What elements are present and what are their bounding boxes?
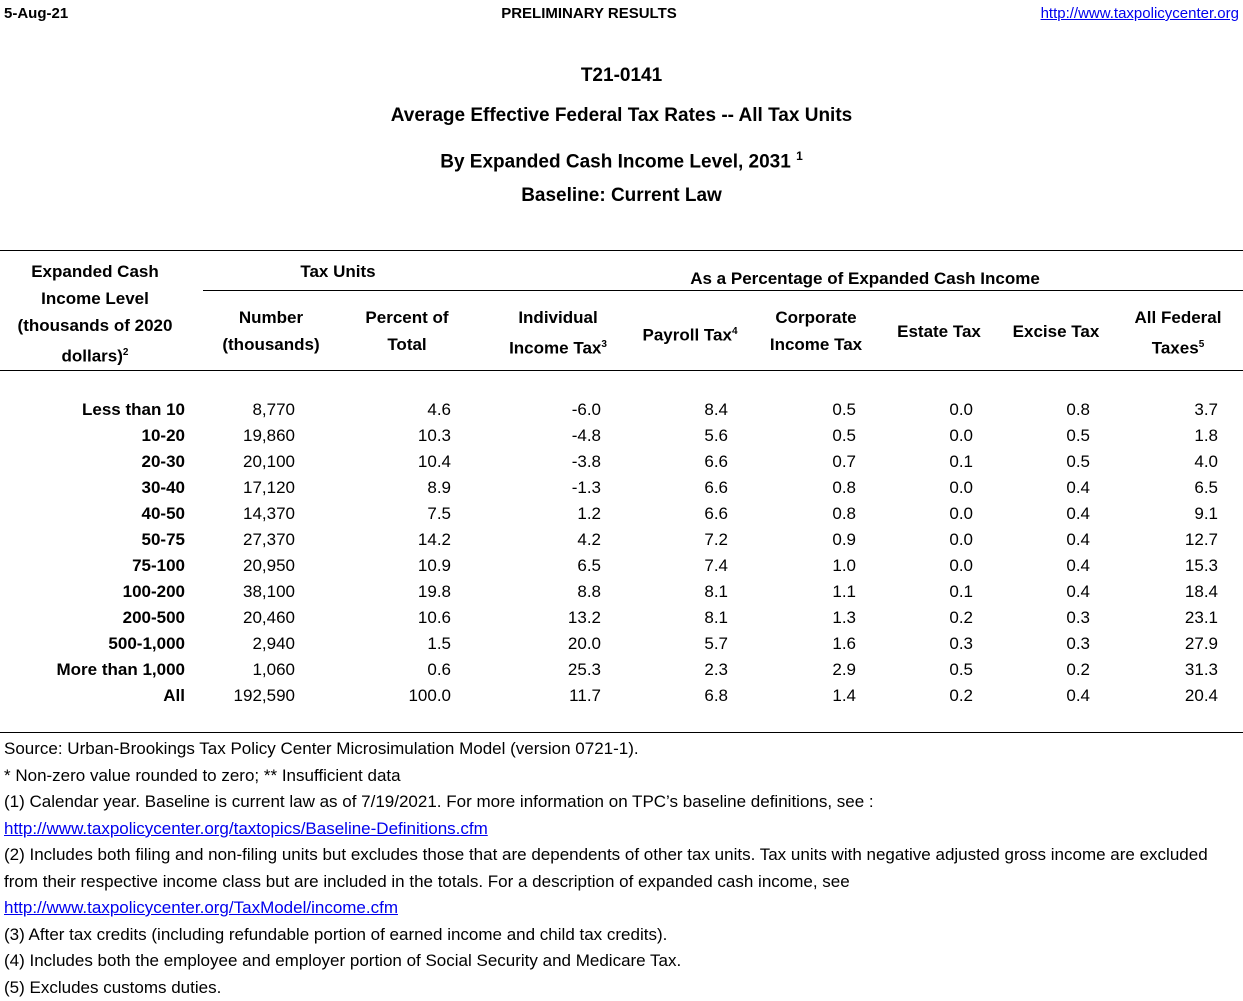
percent-cell: 10.3 bbox=[350, 423, 451, 449]
number-cell: 2,940 bbox=[215, 631, 295, 657]
income-level-cell: All bbox=[0, 683, 185, 709]
all-federal-taxes-cell: 9.1 bbox=[1117, 501, 1218, 527]
individual-tax-cell: 4.2 bbox=[500, 527, 601, 553]
number-cell: 38,100 bbox=[215, 579, 295, 605]
income-level-cell: 30-40 bbox=[0, 475, 185, 501]
table-titles bbox=[0, 62, 1243, 222]
income-level-cell: 10-20 bbox=[0, 423, 185, 449]
excise-tax-cell: 0.4 bbox=[989, 527, 1090, 553]
excise-tax-cell: 0.4 bbox=[989, 579, 1090, 605]
all-federal-taxes-cell: 20.4 bbox=[1117, 683, 1218, 709]
payroll-tax-cell: 7.2 bbox=[627, 527, 728, 553]
payroll-tax-cell: 8.1 bbox=[627, 579, 728, 605]
all-federal-taxes-header: All Federal Taxes$^5$ bbox=[1118, 304, 1238, 362]
number-cell: 14,370 bbox=[215, 501, 295, 527]
excise-tax-cell: 0.4 bbox=[989, 553, 1090, 579]
number-cell: 192,590 bbox=[215, 683, 295, 709]
number-cell: 19,860 bbox=[215, 423, 295, 449]
all-federal-taxes-cell: 6.5 bbox=[1117, 475, 1218, 501]
percent-cell: 10.9 bbox=[350, 553, 451, 579]
table-row bbox=[0, 527, 1243, 553]
corporate-tax-cell: 0.9 bbox=[755, 527, 856, 553]
table-row bbox=[0, 683, 1243, 709]
number-cell: 8,770 bbox=[215, 397, 295, 423]
estate-tax-cell: 0.0 bbox=[872, 423, 973, 449]
number-cell: 20,100 bbox=[215, 449, 295, 475]
percent-cell: 10.6 bbox=[350, 605, 451, 631]
table-bottom-rule bbox=[0, 732, 1243, 733]
all-federal-taxes-cell: 4.0 bbox=[1117, 449, 1218, 475]
table-notes bbox=[4, 736, 1234, 1001]
all-federal-taxes-cell: 12.7 bbox=[1117, 527, 1218, 553]
table-row bbox=[0, 397, 1243, 423]
table-top-rule bbox=[0, 250, 1243, 251]
excise-tax-cell: 0.4 bbox=[989, 475, 1090, 501]
estate-tax-cell: 0.1 bbox=[872, 449, 973, 475]
number-cell: 1,060 bbox=[215, 657, 295, 683]
percentage-group-header: As a Percentage of Expanded Cash Income bbox=[490, 265, 1240, 292]
percent-column-header: Percent of Total bbox=[342, 304, 472, 358]
footnote-1: (1) Calendar year. Baseline is current law as of 7/19/2021. For more information on TPC’s baseline definitions, see : bbox=[4, 789, 1234, 816]
corporate-tax-cell: 1.0 bbox=[755, 553, 856, 579]
corporate-tax-cell: 0.8 bbox=[755, 475, 856, 501]
corporate-tax-cell: 1.4 bbox=[755, 683, 856, 709]
estate-tax-cell: 0.3 bbox=[872, 631, 973, 657]
percent-cell: 19.8 bbox=[350, 579, 451, 605]
all-federal-taxes-cell: 3.7 bbox=[1117, 397, 1218, 423]
corporate-tax-cell: 1.3 bbox=[755, 605, 856, 631]
table-row bbox=[0, 501, 1243, 527]
all-federal-taxes-cell: 27.9 bbox=[1117, 631, 1218, 657]
table-subtitle: By Expanded Cash Income Level, 2031 $^1$ bbox=[0, 142, 1243, 182]
number-cell: 17,120 bbox=[215, 475, 295, 501]
income-level-cell: 20-30 bbox=[0, 449, 185, 475]
baseline-definitions-link[interactable]: http://www.taxpolicycenter.org/taxtopics/Baseline-Definitions.cfm bbox=[4, 819, 488, 838]
preliminary-results-label: PRELIMINARY RESULTS bbox=[0, 5, 1178, 22]
estate-tax-cell: 0.0 bbox=[872, 553, 973, 579]
individual-tax-cell: 20.0 bbox=[500, 631, 601, 657]
estate-tax-cell: 0.0 bbox=[872, 527, 973, 553]
income-level-cell: 50-75 bbox=[0, 527, 185, 553]
individual-tax-cell: 11.7 bbox=[500, 683, 601, 709]
individual-tax-cell: -3.8 bbox=[500, 449, 601, 475]
footnote-2: (2) Includes both filing and non-filing units but excludes those that are dependents of other tax units. Tax units with negative adjusted gross income are excluded from their respective income class but are included in the totals. For a description of expanded cash income, see bbox=[4, 842, 1234, 895]
table-row bbox=[0, 475, 1243, 501]
income-level-cell: 100-200 bbox=[0, 579, 185, 605]
corporate-tax-cell: 0.7 bbox=[755, 449, 856, 475]
corporate-tax-cell: 0.8 bbox=[755, 501, 856, 527]
excise-tax-cell: 0.3 bbox=[989, 605, 1090, 631]
estate-tax-cell: 0.0 bbox=[872, 397, 973, 423]
estate-tax-cell: 0.2 bbox=[872, 605, 973, 631]
all-federal-taxes-cell: 18.4 bbox=[1117, 579, 1218, 605]
source-note: Source: Urban-Brookings Tax Policy Center Microsimulation Model (version 0721-1). bbox=[4, 736, 1234, 763]
payroll-tax-cell: 6.6 bbox=[627, 475, 728, 501]
corporate-tax-cell: 0.5 bbox=[755, 397, 856, 423]
payroll-tax-cell: 8.1 bbox=[627, 605, 728, 631]
corporate-tax-cell: 2.9 bbox=[755, 657, 856, 683]
percent-cell: 8.9 bbox=[350, 475, 451, 501]
number-cell: 20,460 bbox=[215, 605, 295, 631]
number-cell: 20,950 bbox=[215, 553, 295, 579]
table-row bbox=[0, 579, 1243, 605]
corporate-income-tax-header: Corporate Income Tax bbox=[756, 304, 876, 358]
individual-tax-cell: 8.8 bbox=[500, 579, 601, 605]
tpc-website-link[interactable]: http://www.taxpolicycenter.org bbox=[1041, 5, 1239, 22]
payroll-tax-cell: 6.8 bbox=[627, 683, 728, 709]
excise-tax-cell: 0.8 bbox=[989, 397, 1090, 423]
all-federal-taxes-cell: 31.3 bbox=[1117, 657, 1218, 683]
excise-tax-cell: 0.5 bbox=[989, 449, 1090, 475]
income-level-cell: More than 1,000 bbox=[0, 657, 185, 683]
payroll-tax-cell: 5.7 bbox=[627, 631, 728, 657]
individual-tax-cell: 6.5 bbox=[500, 553, 601, 579]
income-level-cell: 75-100 bbox=[0, 553, 185, 579]
payroll-tax-cell: 2.3 bbox=[627, 657, 728, 683]
percent-cell: 7.5 bbox=[350, 501, 451, 527]
percent-cell: 10.4 bbox=[350, 449, 451, 475]
corporate-tax-cell: 1.1 bbox=[755, 579, 856, 605]
excise-tax-cell: 0.2 bbox=[989, 657, 1090, 683]
income-level-cell: 40-50 bbox=[0, 501, 185, 527]
individual-tax-cell: -1.3 bbox=[500, 475, 601, 501]
table-row bbox=[0, 631, 1243, 657]
excise-tax-header: Excise Tax bbox=[1000, 318, 1112, 345]
excise-tax-cell: 0.4 bbox=[989, 683, 1090, 709]
income-level-cell: Less than 10 bbox=[0, 397, 185, 423]
footnote-4: (4) Includes both the employee and employer portion of Social Security and Medicare Tax. bbox=[4, 948, 1234, 975]
estate-tax-cell: 0.0 bbox=[872, 475, 973, 501]
number-cell: 27,370 bbox=[215, 527, 295, 553]
footnote-5: (5) Excludes customs duties. bbox=[4, 975, 1234, 1001]
payroll-tax-cell: 6.6 bbox=[627, 501, 728, 527]
income-level-header: Expanded Cash Income Level (thousands of 2020 dollars)$^2$ bbox=[0, 258, 190, 370]
estate-tax-cell: 0.2 bbox=[872, 683, 973, 709]
individual-income-tax-header: Individual Income Tax$^3$ bbox=[488, 304, 628, 362]
percent-cell: 14.2 bbox=[350, 527, 451, 553]
tax-units-group-header: Tax Units bbox=[203, 258, 473, 285]
table-row bbox=[0, 449, 1243, 475]
table-row bbox=[0, 657, 1243, 683]
estate-tax-header: Estate Tax bbox=[883, 318, 995, 345]
excise-tax-cell: 0.3 bbox=[989, 631, 1090, 657]
table-title: Average Effective Federal Tax Rates -- All Tax Units bbox=[0, 102, 1243, 142]
individual-tax-cell: -4.8 bbox=[500, 423, 601, 449]
income-level-cell: 500-1,000 bbox=[0, 631, 185, 657]
individual-tax-cell: -6.0 bbox=[500, 397, 601, 423]
footnote-ref-1: 1 bbox=[796, 149, 803, 163]
header-bottom-rule bbox=[0, 370, 1243, 371]
payroll-tax-cell: 5.6 bbox=[627, 423, 728, 449]
estate-tax-cell: 0.1 bbox=[872, 579, 973, 605]
table-id: T21-0141 bbox=[0, 62, 1243, 102]
income-definition-link[interactable]: http://www.taxpolicycenter.org/TaxModel/income.cfm bbox=[4, 898, 398, 917]
estate-tax-cell: 0.0 bbox=[872, 501, 973, 527]
all-federal-taxes-cell: 23.1 bbox=[1117, 605, 1218, 631]
percent-cell: 4.6 bbox=[350, 397, 451, 423]
excise-tax-cell: 0.5 bbox=[989, 423, 1090, 449]
payroll-tax-cell: 6.6 bbox=[627, 449, 728, 475]
payroll-tax-cell: 7.4 bbox=[627, 553, 728, 579]
table-row bbox=[0, 553, 1243, 579]
symbol-legend: * Non-zero value rounded to zero; ** Insufficient data bbox=[4, 763, 1234, 790]
payroll-tax-cell: 8.4 bbox=[627, 397, 728, 423]
estate-tax-cell: 0.5 bbox=[872, 657, 973, 683]
percent-cell: 100.0 bbox=[350, 683, 451, 709]
footnote-3: (3) After tax credits (including refundable portion of earned income and child tax credits). bbox=[4, 922, 1234, 949]
percent-cell: 0.6 bbox=[350, 657, 451, 683]
individual-tax-cell: 13.2 bbox=[500, 605, 601, 631]
payroll-tax-header: Payroll Tax$^4$ bbox=[630, 318, 750, 349]
corporate-tax-cell: 0.5 bbox=[755, 423, 856, 449]
table-row bbox=[0, 423, 1243, 449]
report-date: 5-Aug-21 bbox=[4, 5, 68, 22]
individual-tax-cell: 1.2 bbox=[500, 501, 601, 527]
percent-cell: 1.5 bbox=[350, 631, 451, 657]
excise-tax-cell: 0.4 bbox=[989, 501, 1090, 527]
all-federal-taxes-cell: 15.3 bbox=[1117, 553, 1218, 579]
table-row bbox=[0, 605, 1243, 631]
all-federal-taxes-cell: 1.8 bbox=[1117, 423, 1218, 449]
baseline-label: Baseline: Current Law bbox=[0, 182, 1243, 222]
income-level-cell: 200-500 bbox=[0, 605, 185, 631]
corporate-tax-cell: 1.6 bbox=[755, 631, 856, 657]
individual-tax-cell: 25.3 bbox=[500, 657, 601, 683]
number-column-header: Number (thousands) bbox=[205, 304, 337, 358]
